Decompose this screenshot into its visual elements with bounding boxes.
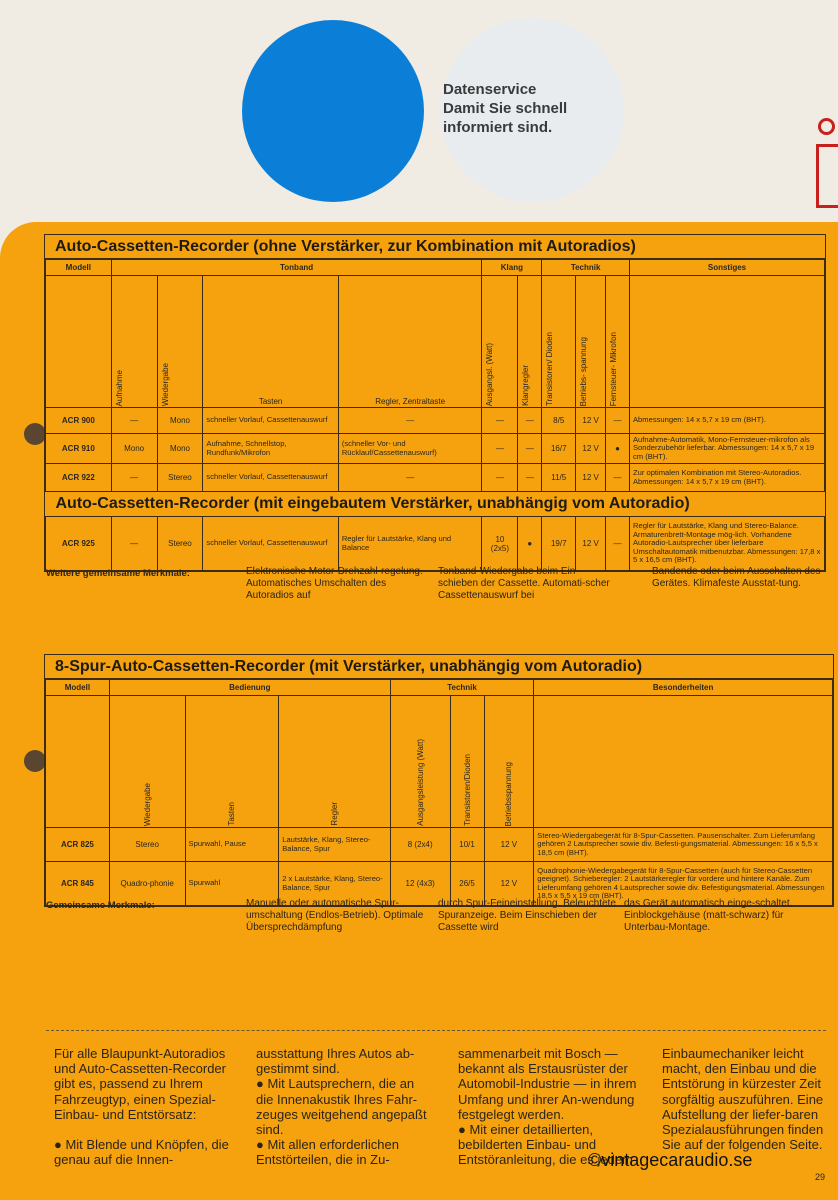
sub-klangregler: Klangregler: [521, 365, 531, 406]
features2-col2: durch Spur-Feineinstellung. Beleuchtete Spuranzeige. Beim Einschieben der Cassette wird: [438, 898, 616, 933]
th-klang: Klang: [482, 260, 542, 276]
page-number: 29: [815, 1172, 826, 1182]
sub3-ausgangsleistung: Ausgangsleistung (Watt): [415, 739, 425, 826]
header-line-1: Datenservice: [443, 81, 537, 98]
features2-label: Gemeinsame Merkmale:: [46, 900, 155, 911]
body-col4: Einbaumechaniker leicht macht, den Einbau und die Entstörung in kürzester Zeit sorgfältig auszuführen. Eine Aufstellung der liefer-baren Spezialausführungen finden Sie auf der folgenden Seite.: [662, 1046, 824, 1153]
header-line-2: Damit Sie schnell: [443, 100, 568, 117]
body-col3: sammenarbeit mit Bosch — bekannt als Erstausrüster der Automobil-Industrie — in ihrem Umfang und ihrer An-wendung festgelegt werden. ● Mit einer detaillierten, bebilderten Einbau- und Entstöranleitung, die es jedem: [458, 1046, 637, 1168]
table-row: ACR 922 — Stereo schneller Vorlauf, Cassettenauswurf — — — 11/5 12 V — Zur optimalen Kombination mit Stereo-Autoradios. Abmessungen: 14 x 5,7 x 19 cm (BHT).: [46, 464, 825, 492]
th3-technik: Technik: [390, 680, 533, 696]
features1-col1: Elektronische Motor-Drehzahl-regelung. Automatisches Umschalten des Autoradios auf: [246, 566, 423, 601]
body-col1: Für alle Blaupunkt-Autoradios und Auto-Cassetten-Recorder gibt es, passend zu Ihrem Fahrzeugtyp, einen Spezial-Einbau- und Entstörsatz: ● Mit Blende und Knöpfen, die genau auf die Innen-: [54, 1046, 229, 1168]
table-auto-cassetten: [44, 234, 826, 572]
table-row: ACR 845 Quadro-phonie Spurwahl 2 x Lautstärke, Klang, Stereo-Balance, Spur 12 (4x3) 26/5 12 V Quadrophonie-Wiedergabegerät für 8-Spur-Cassetten (auch für Stereo-Cassetten geeignet). Schieberegler: 2 Lautstärkeregler für vordere und hintere Kanäle. Zum Lieferumfang gehören 4 Lautsprecher sowie div. Befestigungsmaterial. Abmessungen 18,5 x 5,5 x 19 cm (BHT).: [46, 862, 833, 906]
sub-wiedergabe: Wiedergabe: [160, 362, 170, 406]
th3-besonderheiten: Besonderheiten: [534, 680, 833, 696]
sub-regler: Regler, Zentraltaste: [338, 276, 482, 408]
th-sonstiges: Sonstiges: [629, 260, 824, 276]
watermark: ©vintagecaraudio.se: [588, 1150, 753, 1170]
table1-title: Auto-Cassetten-Recorder (ohne Verstärker, zur Kombination mit Autoradios): [45, 235, 825, 259]
sub-aufnahme: Aufnahme: [114, 369, 124, 406]
features2-col3: das Gerät automatisch einge-schaltet. Einblockgehäuse (matt-schwarz) für Unterbau-Montage.: [624, 898, 793, 933]
features2-col1: Manuelle oder automatische Spur-umschaltung (Endlos-Betrieb). Optimale Übersprechdämpfung: [246, 898, 424, 933]
table-8-spur: [44, 654, 834, 907]
table-row: ACR 900 — Mono schneller Vorlauf, Cassettenauswurf — — — 8/5 12 V — Abmessungen: 14 x 5,7 x 19 cm (BHT).: [46, 408, 825, 434]
info-icon: [812, 118, 838, 208]
th3-modell: Modell: [46, 680, 110, 696]
sub-tasten: Tasten: [203, 276, 338, 408]
table-row: ACR 925 — Stereo schneller Vorlauf, Cassettenauswurf Regler für Lautstärke, Klang und Balance 10 (2x5) ● 19/7 12 V — Regler für Lautstärke, Klang und Stereo-Balance. Armaturenbrett-Montage mög-lich. Vorhandene Autoradio-Lautsprecher über lieferbare Umschaltautomatik mitbenutzbar. Abmessungen: 17,8 x 5 x 16,5 cm (BHT).: [46, 517, 825, 571]
th-tonband: Tonband: [111, 260, 482, 276]
table2-title: Auto-Cassetten-Recorder (mit eingebautem Verstärker, unabhängig vom Autoradio): [55, 495, 690, 512]
body-col2: ausstattung Ihres Autos ab-gestimmt sind. ● Mit Lautsprechern, die an die Innenakustik Ihres Fahr-zeuges weitgehend angepaßt sind. ● Mit allen erforderlichen Entstörteilen, die in Zu-: [256, 1046, 427, 1168]
divider: [46, 1030, 826, 1031]
features1-col3: Bandende oder beim Ausschalten des Gerätes. Klimafeste Ausstat-tung.: [652, 566, 821, 589]
binder-hole-bottom: [24, 750, 46, 772]
sub3-wiedergabe: Wiedergabe: [142, 782, 152, 826]
sub-transistoren: Transistoren/ Dioden: [545, 332, 555, 406]
blue-circle: [242, 20, 424, 202]
sub3-betriebsspannung: Betriebsspannung: [504, 761, 514, 826]
header-line-3: informiert sind.: [443, 119, 553, 136]
features1-label: Weitere gemeinsame Merkmale:: [46, 568, 190, 579]
th3-bedienung: Bedienung: [109, 680, 390, 696]
binder-hole-top: [24, 423, 46, 445]
header-text: [443, 80, 567, 137]
table-row: ACR 910 Mono Mono Aufnahme, Schnellstop, Rundfunk/Mikrofon (schneller Vor- und Rücklauf/Cassettenauswurf) — — 16/7 12 V ● Aufnahme-Automatik, Mono-Fernsteuer-mikrofon als Sonderzubehör lieferbar. Abmessungen: 14 x 5,7 x 19 cm (BHT).: [46, 434, 825, 464]
sub-ausgangsl: Ausgangsl. (Watt): [485, 342, 495, 406]
sub3-tasten: Tasten: [227, 802, 237, 826]
th-modell: Modell: [46, 260, 112, 276]
table3-title: 8-Spur-Auto-Cassetten-Recorder (mit Verstärker, unabhängig vom Autoradio): [45, 655, 833, 679]
sub3-transistoren: Transistoren/Dioden: [462, 754, 472, 826]
table-row: ACR 825 Stereo Spurwahl, Pause Lautstärke, Klang, Stereo-Balance, Spur 8 (2x4) 10/1 12 V Stereo-Wiedergabegerät für 8-Spur-Cassetten. Pausenschalter. Zum Lieferumfang gehören 2 Lautsprecher sowie div. Befesti-gungsmaterial. Abmessungen: 16 x 5,5 x 18,5 cm (BHT).: [46, 828, 833, 862]
sub-fernsteuer: Fernsteuer- Mikrofon: [609, 331, 619, 406]
th-technik: Technik: [542, 260, 630, 276]
sub3-regler: Regler: [330, 802, 339, 826]
sub-betriebsspannung: Betriebs- spannung: [579, 336, 589, 406]
features1-col2: Tonband-Wiedergabe beim Ein-schieben der Cassette. Automati-scher Cassettenauswurf bei: [438, 566, 610, 601]
